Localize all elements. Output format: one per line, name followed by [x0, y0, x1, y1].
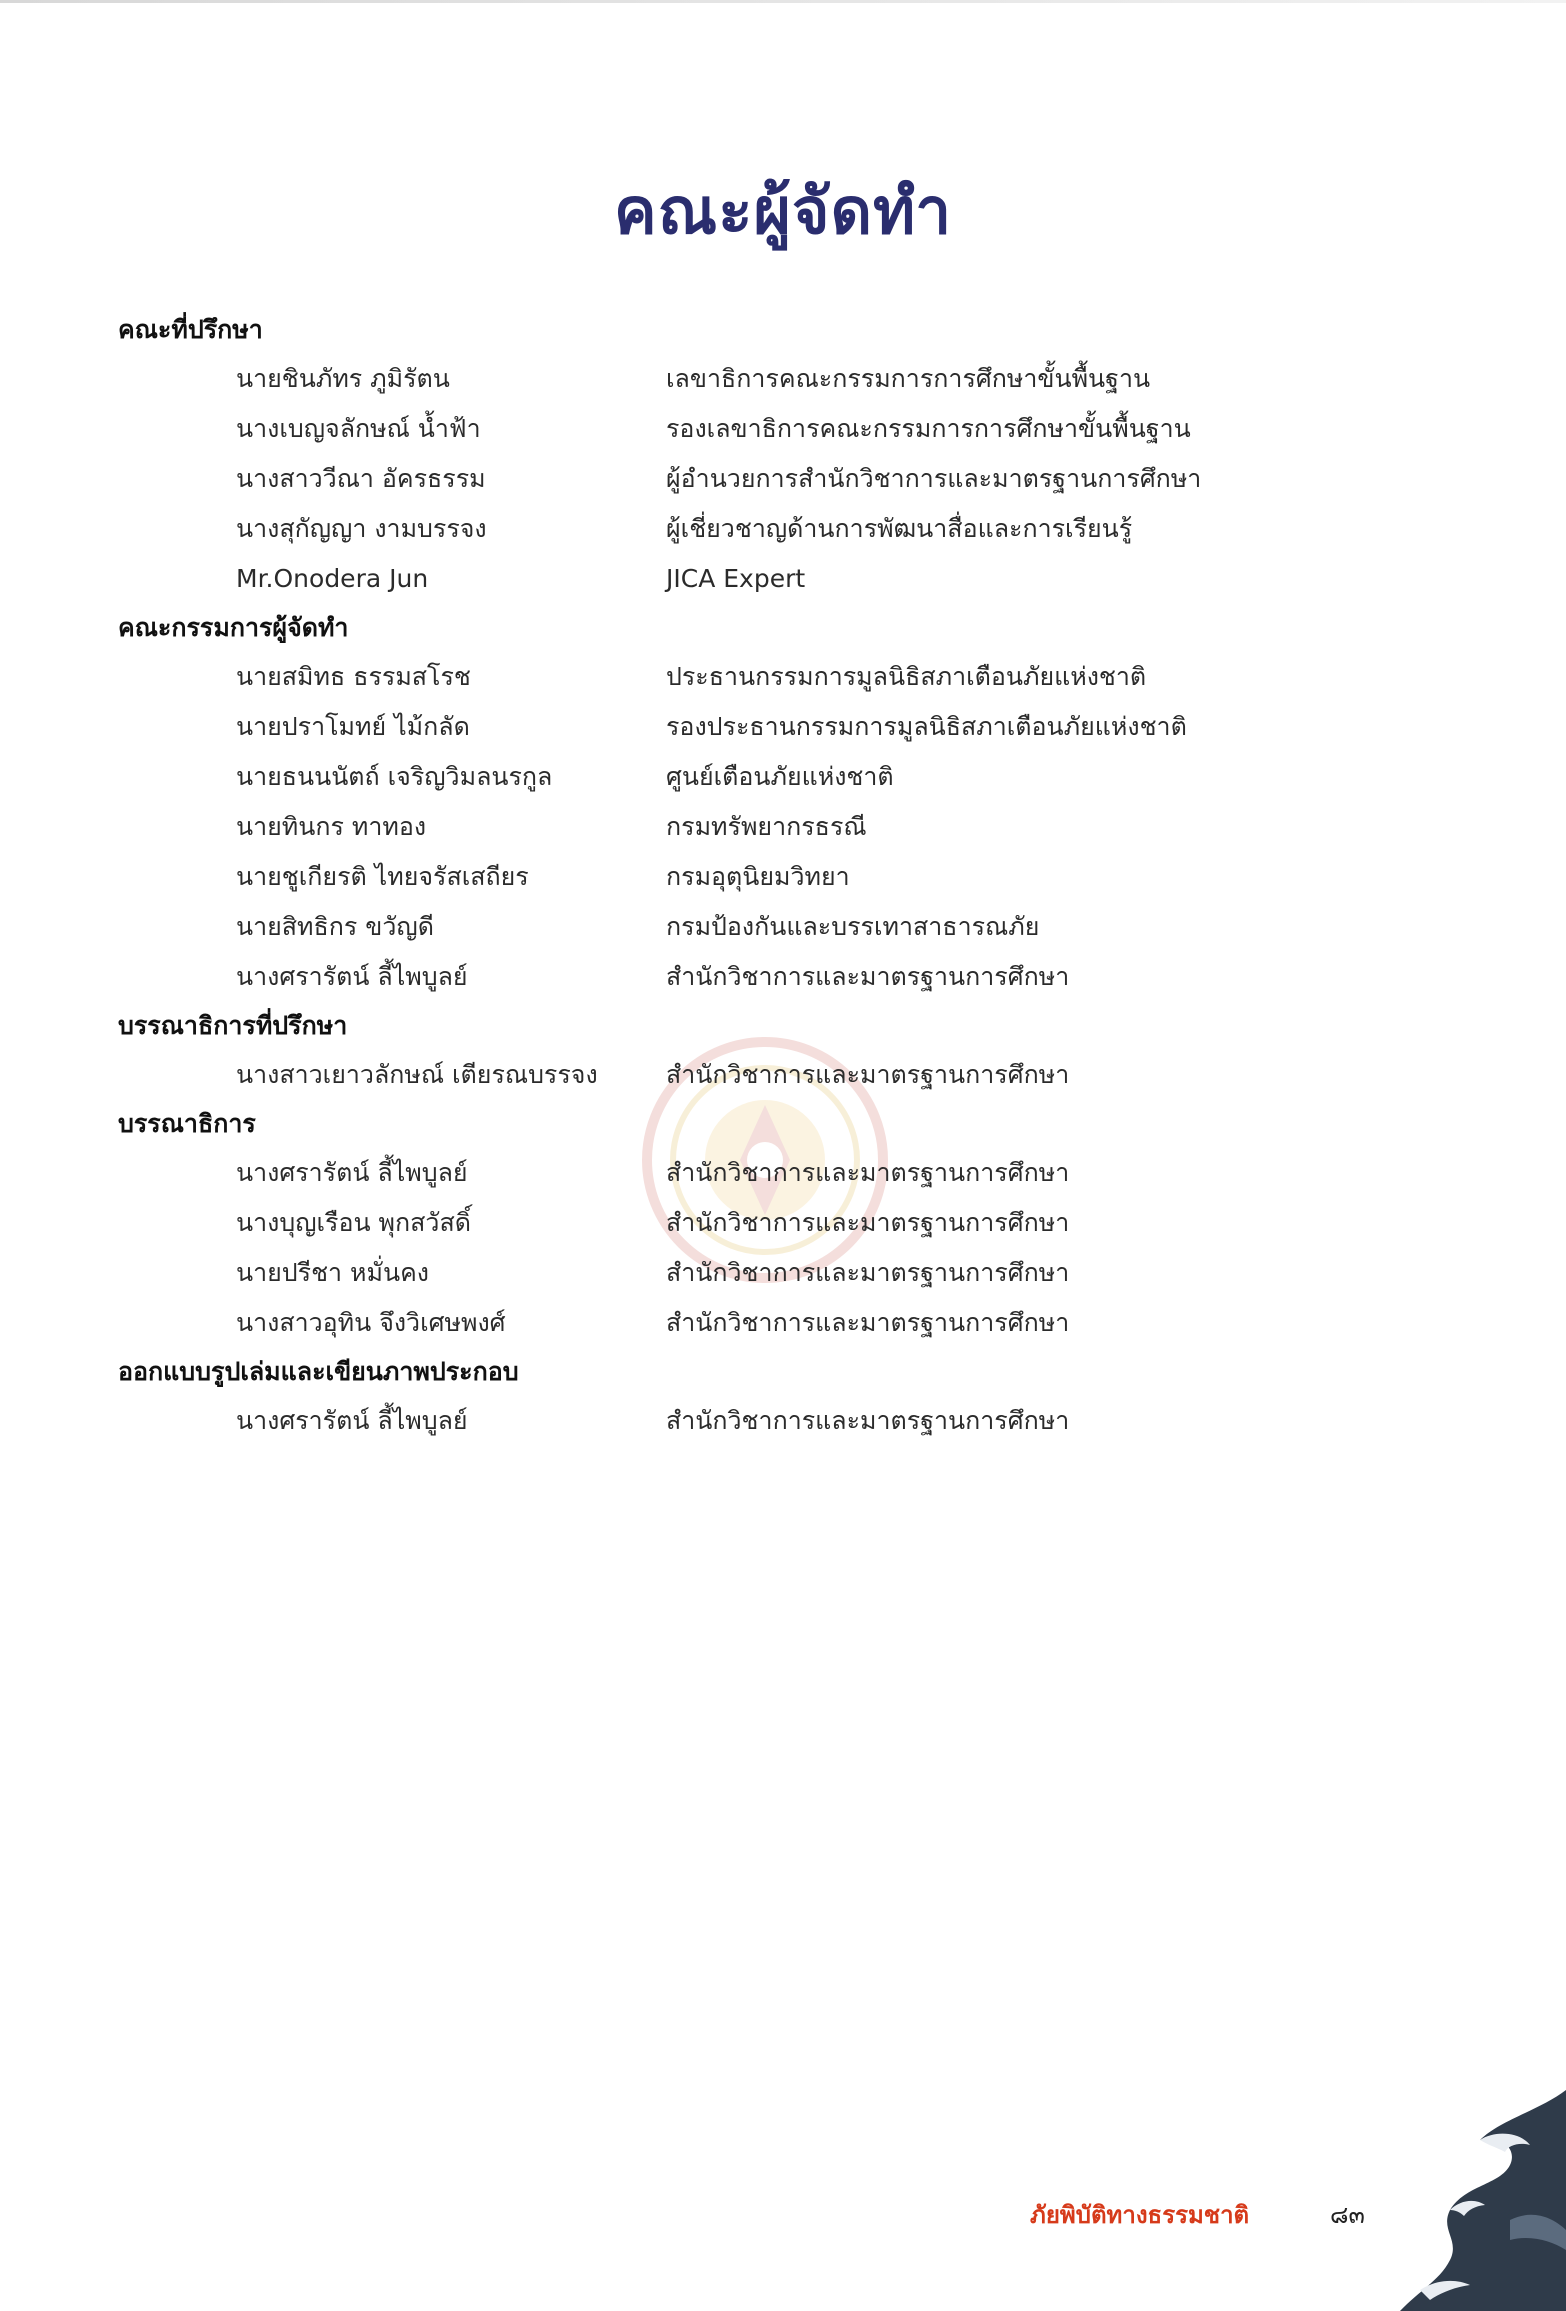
member-role: JICA Expert	[666, 564, 806, 593]
section-heading: บรรณาธิการที่ปรึกษา	[118, 1011, 348, 1040]
member-role: สำนักวิชาการและมาตรฐานการศึกษา	[666, 1406, 1070, 1435]
member-name: นางสาวเยาวลักษณ์ เตียรณบรรจง	[236, 1060, 598, 1089]
member-role: ผู้อำนวยการสำนักวิชาการและมาตรฐานการศึกษา	[666, 464, 1202, 493]
member-name: นางศรารัตน์ ลี้ไพบูลย์	[236, 962, 468, 991]
member-name: นายทินกร ทาทอง	[236, 812, 427, 841]
member-role: สำนักวิชาการและมาตรฐานการศึกษา	[666, 1308, 1070, 1337]
member-name: นางสุกัญญา งามบรรจง	[236, 514, 487, 543]
member-row	[118, 752, 1498, 802]
member-name: นางเบญจลักษณ์ น้ำฟ้า	[236, 414, 481, 443]
top-edge-rule	[0, 0, 1566, 3]
page-title: คณะผู้จัดทำ	[613, 175, 953, 249]
member-row	[118, 404, 1498, 454]
member-name: นายสิทธิกร ขวัญดี	[236, 912, 434, 941]
wave-illustration	[1380, 2090, 1566, 2311]
member-role: สำนักวิชาการและมาตรฐานการศึกษา	[666, 1208, 1070, 1237]
member-row	[118, 1396, 1498, 1446]
member-role: กรมอุตุนิยมวิทยา	[666, 862, 850, 891]
member-name: นางศรารัตน์ ลี้ไพบูลย์	[236, 1158, 468, 1187]
section-heading: บรรณาธิการ	[118, 1109, 256, 1138]
member-role: สำนักวิชาการและมาตรฐานการศึกษา	[666, 1158, 1070, 1187]
member-row	[118, 454, 1498, 504]
member-row	[118, 504, 1498, 554]
member-row	[118, 952, 1498, 1002]
member-row	[118, 354, 1498, 404]
member-role: รองเลขาธิการคณะกรรมการการศึกษาขั้นพื้นฐาน	[666, 414, 1191, 443]
member-row	[118, 802, 1498, 852]
member-name: นายชูเกียรติ ไทยจรัสเสถียร	[236, 862, 529, 891]
member-row	[118, 1198, 1498, 1248]
section-heading: ออกแบบรูปเล่มและเขียนภาพประกอบ	[118, 1357, 519, 1386]
page-number: ๘๓	[1330, 2201, 1365, 2229]
member-name: นายสมิทธ ธรรมสโรช	[236, 662, 471, 691]
member-name: นางบุญเรือน พุกสวัสดิ์	[236, 1208, 471, 1237]
member-role: กรมป้องกันและบรรเทาสาธารณภัย	[666, 912, 1040, 941]
member-row	[118, 1248, 1498, 1298]
member-name: นายปรีชา หมั่นคง	[236, 1258, 430, 1287]
member-name: นายธนนนัตถ์ เจริญวิมลนรกูล	[236, 762, 553, 791]
member-name: นายปราโมทย์ ไม้กลัด	[236, 712, 470, 741]
member-role: เลขาธิการคณะกรรมการการศึกษาขั้นพื้นฐาน	[666, 364, 1151, 393]
section-heading: คณะที่ปรึกษา	[118, 315, 263, 344]
member-role: กรมทรัพยากรธรณี	[666, 812, 867, 841]
member-name: นางศรารัตน์ ลี้ไพบูลย์	[236, 1406, 468, 1435]
footer-book-title: ภัยพิบัติทางธรรมชาติ	[1030, 2201, 1250, 2229]
member-row	[118, 902, 1498, 952]
section-heading: คณะกรรมการผู้จัดทำ	[118, 613, 349, 642]
member-row	[118, 1050, 1498, 1100]
member-name: Mr.Onodera Jun	[236, 564, 429, 593]
member-row	[118, 554, 1498, 604]
member-role: สำนักวิชาการและมาตรฐานการศึกษา	[666, 962, 1070, 991]
member-role: ศูนย์เตือนภัยแห่งชาติ	[666, 762, 894, 791]
member-row	[118, 652, 1498, 702]
member-role: รองประธานกรรมการมูลนิธิสภาเตือนภัยแห่งชาติ	[666, 712, 1187, 741]
member-row	[118, 702, 1498, 752]
member-row	[118, 1148, 1498, 1198]
member-name: นายชินภัทร ภูมิรัตน	[236, 364, 450, 393]
member-role: ผู้เชี่ยวชาญด้านการพัฒนาสื่อและการเรียนรู้	[666, 514, 1133, 543]
member-role: สำนักวิชาการและมาตรฐานการศึกษา	[666, 1060, 1070, 1089]
member-name: นางสาวอุทิน จึงวิเศษพงศ์	[236, 1308, 506, 1337]
credits-list	[118, 306, 1498, 1446]
member-row	[118, 1298, 1498, 1348]
member-role: ประธานกรรมการมูลนิธิสภาเตือนภัยแห่งชาติ	[666, 662, 1147, 691]
member-role: สำนักวิชาการและมาตรฐานการศึกษา	[666, 1258, 1070, 1287]
member-name: นางสาววีณา อัครธรรม	[236, 464, 486, 493]
member-row	[118, 852, 1498, 902]
